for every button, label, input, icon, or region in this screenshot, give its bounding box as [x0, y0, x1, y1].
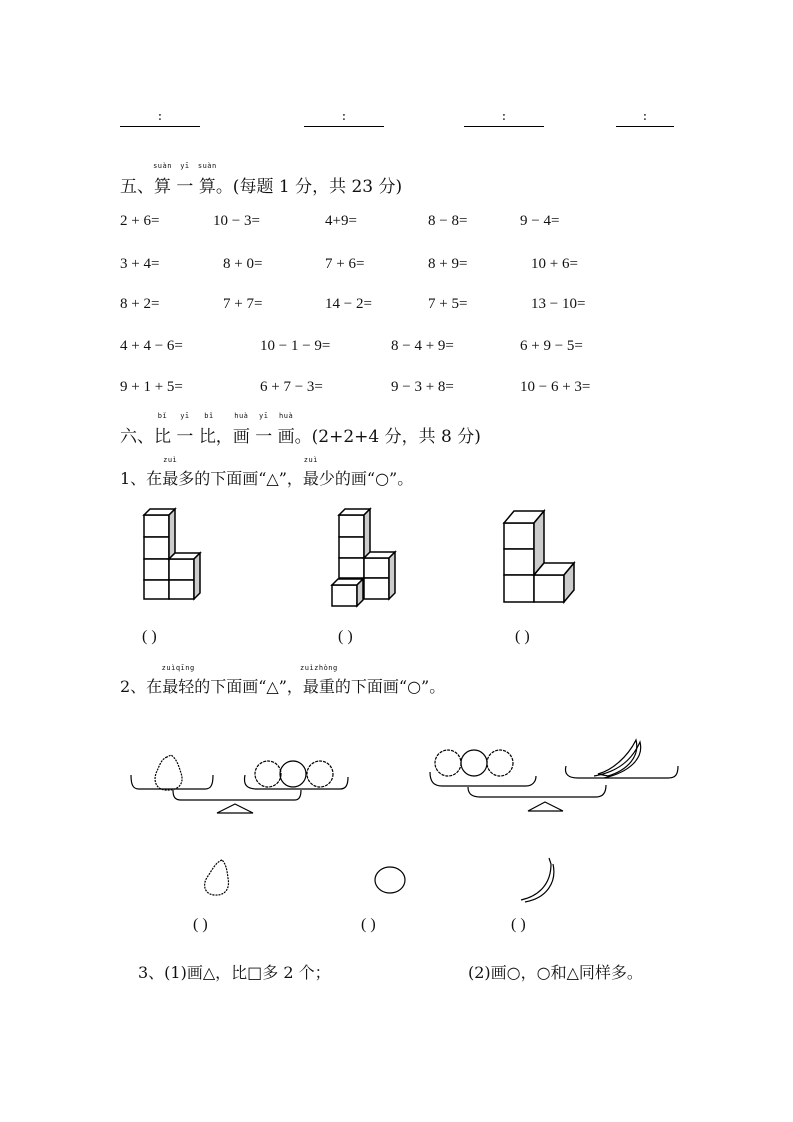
answer-paren-q2-1[interactable]: ( ) [193, 916, 208, 933]
equation[interactable]: 8 + 9= [428, 256, 468, 272]
pinyin: zuìqīng [161, 664, 195, 672]
blank-1[interactable]: : [120, 110, 200, 127]
equation[interactable]: 10 − 1 − 9= [260, 338, 331, 354]
pinyin: zuì [303, 456, 318, 464]
ruby-char [232, 412, 250, 447]
equation[interactable]: 13 − 10= [531, 296, 586, 312]
pinyin: bǐ [204, 412, 214, 420]
ruby-char [302, 456, 319, 489]
hanzi: 画 [232, 427, 250, 447]
equation[interactable]: 8 − 8= [428, 213, 468, 229]
section-5-heading [120, 162, 403, 197]
section-5-suffix: 。(每题 1 分，共 23 分) [215, 177, 403, 197]
question-2 [120, 664, 446, 697]
answer-paren-q1-2[interactable]: ( ) [338, 628, 353, 645]
answer-paren-q1-3[interactable]: ( ) [515, 628, 530, 645]
equation[interactable]: 6 + 7 − 3= [260, 379, 323, 395]
q1-text-end: 少的画“○”。 [318, 469, 414, 488]
ruby-word [300, 664, 338, 697]
blank-4[interactable]: : [616, 110, 674, 127]
hanzi: 算 [198, 177, 216, 197]
ruby-char [198, 412, 233, 447]
question-3-part-2: (2)画○，○和△同样多。 [468, 963, 643, 982]
q2-number: 2、在 [120, 677, 163, 696]
equation[interactable]: 3 + 4= [120, 256, 160, 272]
ruby-char [176, 412, 194, 447]
answer-paren-q1-1[interactable]: ( ) [142, 628, 157, 645]
orange-icon [435, 750, 461, 776]
blank-3[interactable]: : [464, 110, 544, 127]
answer-paren-q2-2[interactable]: ( ) [361, 916, 376, 933]
banana-icon [515, 856, 560, 904]
ruby-char [153, 162, 172, 197]
equation[interactable]: 9 + 1 + 5= [120, 379, 183, 395]
ruby-word [161, 664, 195, 697]
pear-icon [200, 858, 240, 900]
pinyin: zuìzhòng [300, 664, 338, 672]
pinyin: yī [180, 412, 190, 420]
hanzi: 比， [198, 427, 233, 447]
hanzi: 一 [176, 177, 194, 197]
equation[interactable]: 8 − 4 + 9= [391, 338, 454, 354]
pear-icon [155, 755, 182, 790]
section-6-suffix: 。(2+2+4 分，共 8 分) [294, 427, 481, 447]
blank-2[interactable]: : [304, 110, 384, 127]
q2-text: 的下面画“△”， [194, 677, 303, 696]
cube-stack-3 [500, 505, 585, 610]
equation[interactable]: 6 + 9 − 5= [520, 338, 583, 354]
hanzi: 画 [277, 427, 295, 447]
banana-icon [598, 740, 637, 776]
pinyin: huà [279, 412, 294, 420]
hanzi: 比 [154, 427, 171, 447]
ruby-char [176, 162, 194, 197]
equation[interactable]: 10 − 3= [213, 213, 260, 229]
ruby-char [154, 412, 171, 447]
pinyin: huà [234, 412, 249, 420]
equation[interactable]: 10 + 6= [531, 256, 578, 272]
hanzi: 一 [255, 427, 273, 447]
equation[interactable]: 14 − 2= [325, 296, 372, 312]
orange-icon [372, 864, 408, 896]
equation[interactable]: 10 − 6 + 3= [520, 379, 591, 395]
equation[interactable]: 2 + 6= [120, 213, 160, 229]
ruby-char [255, 412, 273, 447]
orange-icon [255, 761, 281, 787]
balance-scale-pear-oranges [125, 745, 355, 820]
q1-number: 1、在 [120, 469, 163, 488]
equation[interactable]: 7 + 6= [325, 256, 365, 272]
question-3-part-1: 3、(1)画△，比□多 2 个； [138, 963, 331, 982]
orange-icon [280, 761, 306, 787]
section-5-prefix: 五、 [120, 177, 154, 197]
equation[interactable]: 9 − 4= [520, 213, 560, 229]
hanzi: 一 [176, 427, 194, 447]
orange-icon [461, 750, 487, 776]
pinyin: suàn [197, 162, 217, 170]
pinyin: bǐ [157, 412, 168, 420]
equation[interactable]: 4 + 4 − 6= [120, 338, 183, 354]
equation[interactable]: 4+9= [325, 213, 357, 229]
question-1 [120, 456, 414, 489]
hanzi: 算 [154, 177, 171, 197]
pinyin: zuì [163, 456, 178, 464]
hanzi: 最重 [302, 677, 335, 696]
equation[interactable]: 7 + 5= [428, 296, 468, 312]
section-6-prefix: 六、 [120, 427, 154, 447]
orange-icon [487, 750, 513, 776]
pinyin: yī [180, 162, 190, 170]
cube-stack-2 [330, 505, 400, 610]
q2-text-end: 的下面画“○”。 [334, 677, 446, 696]
q1-text: 多的下面画“△”， [178, 469, 303, 488]
pinyin: suàn [153, 162, 172, 170]
equation[interactable]: 9 − 3 + 8= [391, 379, 454, 395]
ruby-char [197, 162, 217, 197]
balance-scale-oranges-banana [418, 730, 683, 815]
orange-icon [307, 761, 333, 787]
cube-stack-1 [140, 505, 210, 605]
hanzi: 最轻 [162, 677, 195, 696]
section-6-heading [120, 412, 481, 447]
ruby-char [277, 412, 295, 447]
ruby-char [162, 456, 179, 489]
answer-paren-q2-3[interactable]: ( ) [511, 916, 526, 933]
hanzi: 最 [302, 469, 319, 488]
equation[interactable]: 7 + 7= [223, 296, 263, 312]
hanzi: 最 [162, 469, 179, 488]
equation[interactable]: 8 + 2= [120, 296, 160, 312]
pinyin: yī [259, 412, 269, 420]
equation[interactable]: 8 + 0= [223, 256, 263, 272]
